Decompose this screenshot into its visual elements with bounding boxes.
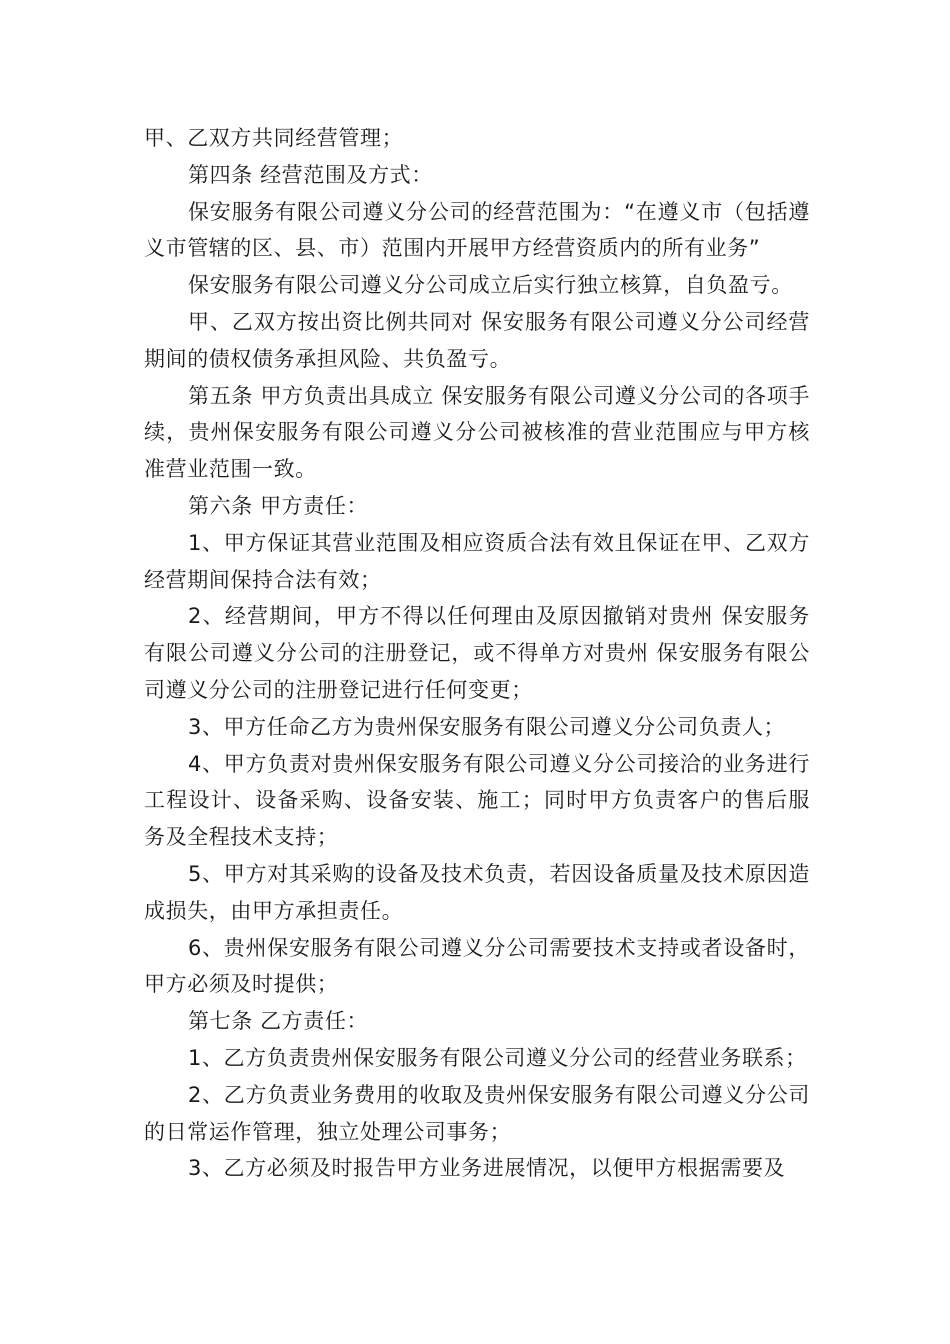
- paragraph: 1、乙方负责贵州保安服务有限公司遵义分公司的经营业务联系；: [188, 1045, 807, 1070]
- paragraph: 2、经营期间，甲方不得以任何理由及原因撤销对贵州 保安服务有限公司遵义分公司的注册登记，或不得单方对贵州 保安服务有限公司遵义分公司的注册登记进行任何变更；: [144, 604, 810, 702]
- paragraph: 1、甲方保证其营业范围及相应资质合法有效且保证在甲、乙双方经营期间保持合法有效；: [144, 530, 810, 592]
- paragraph: 2、乙方负责业务费用的收取及贵州保安服务有限公司遵义分公司的日常运作管理，独立处理公司事务；: [144, 1082, 810, 1144]
- document-body: [144, 120, 810, 1187]
- paragraph: 6、贵州保安服务有限公司遵义分公司需要技术支持或者设备时，甲方必须及时提供；: [144, 935, 810, 997]
- paragraph: 3、甲方任命乙方为贵州保安服务有限公司遵义分公司负责人；: [188, 714, 786, 739]
- paragraph: 甲、乙双方共同经营管理；: [144, 126, 404, 150]
- paragraph: 4、甲方负责对贵州保安服务有限公司遵义分公司接洽的业务进行工程设计、设备采购、设备安装、施工；同时甲方负责客户的售后服务及全程技术支持；: [144, 751, 810, 850]
- paragraph: 保安服务有限公司遵义分公司的经营范围为：“在遵义市（包括遵义市管辖的区、县、市）范围内开展甲方经营资质内的所有业务”: [144, 199, 810, 261]
- paragraph: 第六条 甲方责任：: [188, 493, 369, 518]
- paragraph: 5、甲方对其采购的设备及技术负责，若因设备质量及技术原因造成损失，由甲方承担责任。: [144, 861, 810, 923]
- paragraph: 第四条 经营范围及方式：: [188, 162, 433, 187]
- paragraph: 保安服务有限公司遵义分公司成立后实行独立核算，自负盈亏。: [188, 273, 793, 298]
- paragraph: 甲、乙双方按出资比例共同对 保安服务有限公司遵义分公司经营期间的债权债务承担风险、共负盈亏。: [144, 309, 810, 371]
- paragraph: 3、乙方必须及时报告甲方业务进展情况，以便甲方根据需要及: [188, 1156, 786, 1181]
- paragraph: 第五条 甲方负责出具成立 保安服务有限公司遵义分公司的各项手续，贵州保安服务有限公司遵义分公司被核准的营业范围应与甲方核准营业范围一致。: [144, 383, 810, 482]
- paragraph: 第七条 乙方责任：: [188, 1009, 369, 1034]
